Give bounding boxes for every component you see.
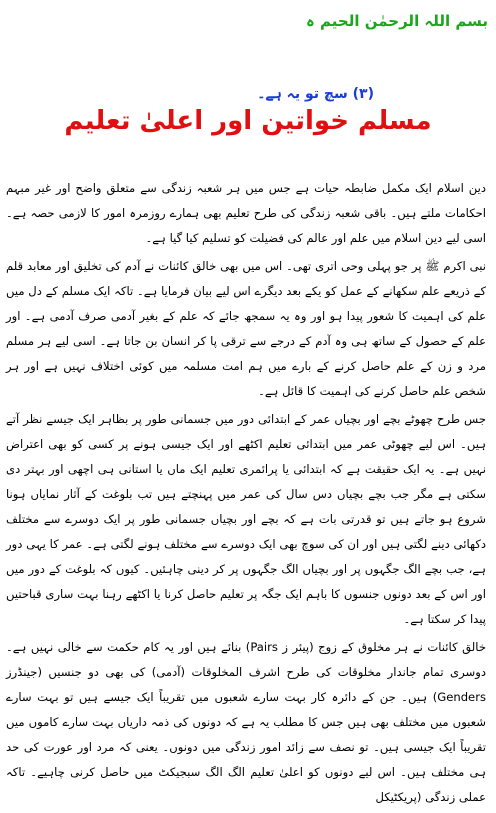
paragraph: دین اسلام ایک مکمل ضابطہ حیات ہے جس میں ہر شعبہ زندگی سے متعلق واضح اور غیر مبہم احکامات ملتے ہیں۔ باقی شعبہ زندگی کی طرح تعلیم بھی ہمارے روزمرہ امور کا لازمی حصہ ہے۔ اسی لیے دین اسلام میں علم اور عالم کی فضیلت کو تسلیم کیا گیا ہے۔ [6,181,486,245]
paragraph: نبی اکرم ﷺ پر جو پہلی وحی اتری تھی۔ اس میں بھی خالق کائنات نے آدم کی تخلیق اور معابد قلم کے ذریعے علم سکھانے کے عمل کو یکے بعد دیگرے اس لیے بیان فرمایا ہے۔ تاکہ ایک مسلم کے دل میں علم کی اہمیت کا شعور پیدا ہو اور وہ یہ سمجھ جائے کہ علم کے بغیر آدمی صرف آدمی ہے۔ اور علم کے حصول کے ساتھ ہی وہ آدم کے درجے سے ترقی پا کر انسان بن جاتا ہے۔ اسی لیے ہر مسلم مرد و زن کے علم حاصل کرنے کے بارے میں ہم امت مسلمہ میں کوئی اختلاف نہیں ہے اور ہر شخص علم حاصل کرنے کی اہمیت کا قائل ہے۔ [6,259,486,398]
article-title: مسلم خواتین اور اعلیٰ تعلیم [64,106,432,136]
paragraph: جس طرح چھوٹے بچے اور بچیاں عمر کے ابتدائی دور میں جسمانی طور پر بظاہر ایک جیسے نظر آتے ہیں۔ اس لیے چھوٹی عمر میں ابتدائی تعلیم اکٹھے اور ایک جیسی ہونے پر کسی کو بھی اعتراض نہیں ہے۔ یہ ایک حقیقت ہے کہ ابتدائی یا پرائمری تعلیم ایک ماں یا استانی ہی اچھی اور بہتر دی سکتی ہے مگر جب بچے بچیاں دس سال کی عمر میں پہنچتے ہیں تب بلوغت کے آثار نمایاں ہونا شروع ہو جاتے ہیں تو قدرتی بات ہے کہ بچے اور بچیاں جسمانی طور پر ایک دوسرے سے مختلف دکھائی دینے لگتی ہیں اور ان کی سوچ بھی ایک دوسرے سے مختلف ہونے لگتی ہے۔ عمر کا یہی دور ہے، جب بچے الگ جگہوں پر اور بچیاں الگ جگہوں پر کر دینی چاہئیں۔ کیوں کہ بلوغت کے دور میں اور اس کے بعد دونوں جنسوں کا باہم ایک جگہ پر تعلیم حاصل کرنا یا اکٹھے رہنا بہت ساری قباحتیں پیدا کر سکتا ہے۔ [6,412,486,626]
paragraph: خالق کائنات نے ہر مخلوق کے زوج (پیئر ز Pairs) بنائے ہیں اور یہ کام حکمت سے خالی نہیں ہے۔ دوسری تمام جاندار مخلوقات کی طرح اشرف المخلوقات (آدمی) کی بھی دو جنسیں (جینڈرز Genders) ہیں۔ جن کے دائرہ کار بہت سارے شعبوں میں تقریباً ایک جیسے ہیں تو بہت سارے شعبوں میں مختلف بھی ہیں جس کا مطلب یہ ہے کہ دونوں کی ذمہ داریاں بہت سارے کاموں میں تقریباً ایک جیسی ہیں۔ تو نصف سے زائد امور زندگی میں دونوں۔ یعنی کہ مرد اور عورت کی حد ہی مختلف ہیں۔ اس لیے دونوں کو اعلیٰ تعلیم الگ الگ سبجیکٹ میں حاصل کرنی چاہیے۔ تاکہ عملی زندگی (پریکٹیکل [6,640,486,804]
section-subheading: (۳) سچ تو یہ ہے۔ [257,86,374,102]
article-body [6,176,486,813]
bismillah-heading: بسم اللہ الرحمٰن الحیم ہ [306,12,488,30]
